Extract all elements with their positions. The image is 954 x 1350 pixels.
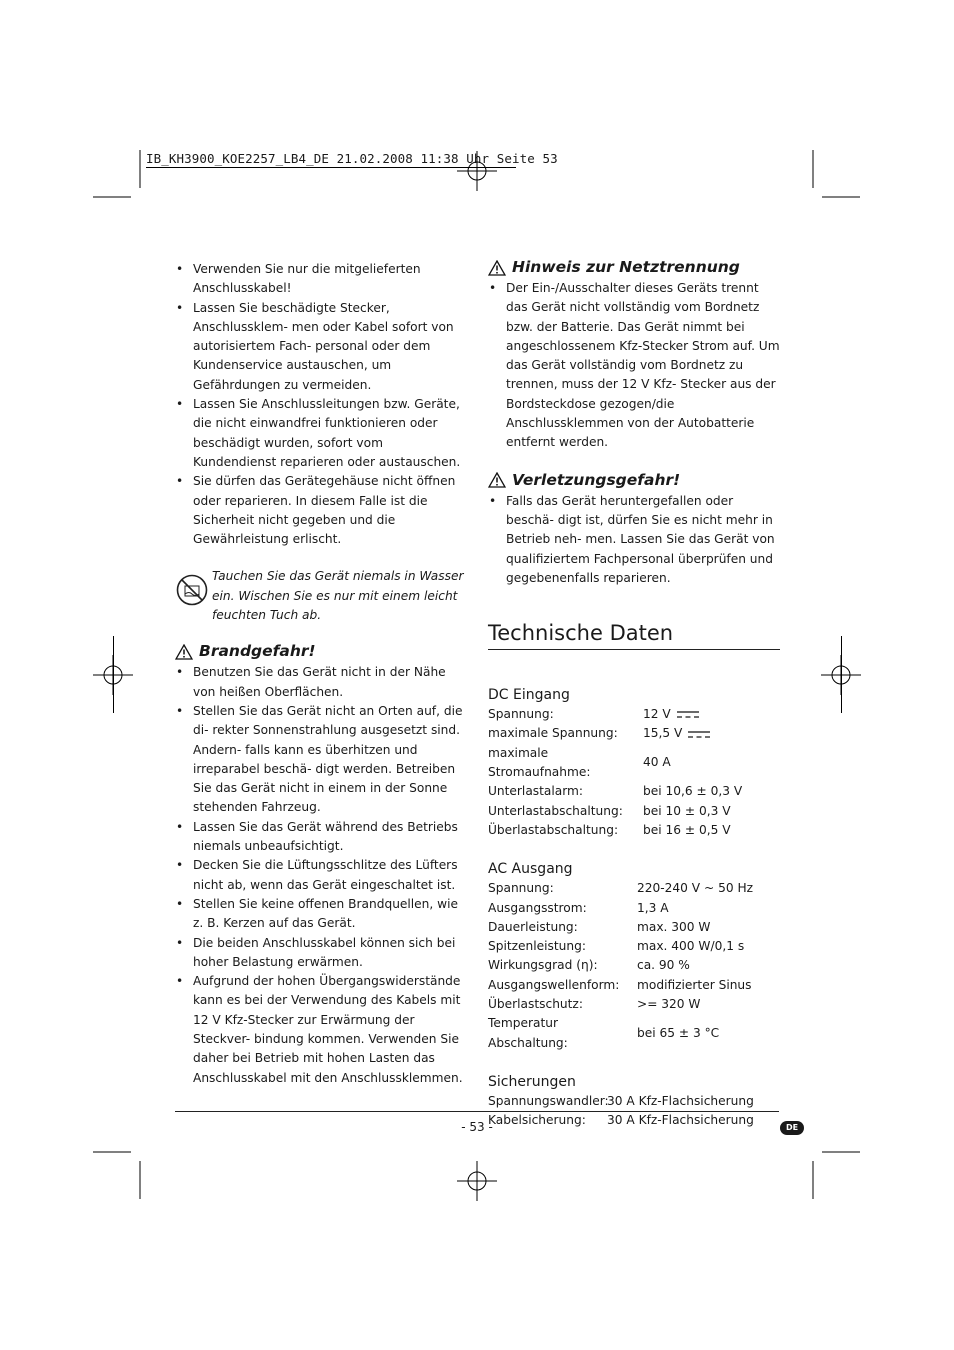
warning-icon: [488, 472, 506, 488]
print-slug: IB_KH3900_KOE2257_LB4_DE 21.02.2008 11:38 Uhr Seite 53: [146, 151, 558, 166]
disconnect-heading-text: Hinweis zur Netztrennung: [512, 258, 740, 276]
registration-mark-bottom: [457, 1161, 497, 1201]
spec-key: Unterlastabschaltung:: [488, 803, 623, 818]
tech-data-title: Technische Daten: [488, 620, 780, 650]
spec-row: [488, 899, 780, 918]
spec-key: Spannung:: [488, 881, 554, 896]
spec-value: bei 16 ± 0,5 V: [643, 822, 731, 837]
spec-row: [488, 937, 780, 956]
spec-value: bei 10 ± 0,3 V: [643, 803, 731, 818]
spec-value: >= 320 W: [637, 997, 701, 1012]
spec-row: [488, 744, 780, 783]
list-item: • Der Ein-/Ausschalter dieses Geräts trennt das Gerät nicht vollständig vom Bordnetz bzw. der Batterie. Das Gerät nimmt bei angeschlossenem Kfz-Stecker Strom auf. Um das Gerät vollständig vom Bordnetz zu trennen, muss der 12 V Kfz- Stecker aus der Bordsteckdose gezogen/die Anschlussklemmen von der Autobatterie entfernt werden.: [488, 279, 780, 453]
spec-row: [488, 782, 780, 801]
ac-output-heading: AC Ausgang: [488, 861, 573, 878]
spec-value: 15,5 V: [643, 726, 683, 741]
dc-symbol-icon: [677, 710, 699, 719]
list-item: • Stellen Sie keine offenen Brandquellen, wie z. B. Kerzen auf das Gerät.: [175, 895, 470, 934]
language-badge: DE: [780, 1121, 804, 1135]
list-item: • Benutzen Sie das Gerät nicht in der Nähe von heißen Oberflächen.: [175, 663, 470, 702]
spec-row: [488, 1111, 780, 1130]
spec-key: Überlastabschaltung:: [488, 822, 619, 837]
right-column: [488, 257, 780, 1131]
list-item: • Sie dürfen das Gerätegehäuse nicht öffnen oder reparieren. In diesem Falle ist die Sicherheit nicht gegeben und die Gewährleistung erlischt.: [175, 472, 470, 549]
list-item: • Decken Sie die Lüftungsschlitze des Lüfters nicht ab, wenn das Gerät eingeschaltet ist.: [175, 856, 470, 895]
disconnect-list: [488, 279, 780, 453]
list-item: • Falls das Gerät heruntergefallen oder beschä- digt ist, dürfen Sie es nicht mehr in Betrieb neh- men. Lassen Sie das Gerät von qualifiziertem Fachpersonal überprüfen und gegebenenfalls reparieren.: [488, 492, 780, 588]
spec-value: 1,3 A: [637, 900, 669, 915]
spec-key: maximale Spannung:: [488, 726, 618, 741]
injury-heading-text: Verletzungsgefahr!: [512, 470, 681, 489]
list-item: • Verwenden Sie nur die mitgelieferten Anschlusskabel!: [175, 260, 470, 299]
reg-line-right: [841, 636, 842, 713]
spec-row: [488, 802, 780, 821]
list-item: • Lassen Sie das Gerät während des Betriebs niemals unbeaufsichtigt.: [175, 818, 470, 857]
fire-heading: [175, 641, 470, 662]
fire-list: [175, 663, 470, 1088]
fuses-heading: Sicherungen: [488, 1073, 576, 1090]
spec-key: Spannung:: [488, 707, 554, 722]
spec-value: 30 A Kfz-Flachsicherung: [607, 1093, 754, 1108]
no-water-icon: [175, 573, 209, 607]
spec-key: Spannungswandler:: [488, 1093, 609, 1108]
ac-spec-table: [488, 879, 780, 1053]
spec-key: Dauerleistung:: [488, 919, 578, 934]
spec-row: [488, 705, 780, 724]
spec-key: Ausgangsstrom:: [488, 900, 587, 915]
spec-key: Unterlastalarm:: [488, 784, 584, 799]
water-note: [175, 567, 470, 625]
spec-row: [488, 976, 780, 995]
spec-row: [488, 956, 780, 975]
spec-value: 40 A: [643, 755, 671, 770]
page-number: - 53 -: [461, 1120, 493, 1134]
injury-list: [488, 492, 780, 588]
spec-value: 30 A Kfz-Flachsicherung: [607, 1113, 754, 1128]
spec-row: [488, 821, 780, 840]
spec-value: 12 V: [643, 707, 671, 722]
registration-mark-top: [457, 151, 497, 191]
spec-key: Ausgangswellenform:: [488, 977, 620, 992]
spec-row: [488, 724, 780, 743]
dc-symbol-icon: [688, 730, 710, 739]
spec-value: bei 10,6 ± 0,3 V: [643, 784, 743, 799]
spec-row: [488, 918, 780, 937]
spec-value: max. 300 W: [637, 919, 711, 934]
spec-key: Wirkungsgrad (η):: [488, 958, 598, 973]
spec-value: modifizierter Sinus: [637, 977, 752, 992]
spec-row: [488, 1092, 780, 1111]
fire-heading-text: Brandgefahr!: [199, 642, 316, 661]
spec-key: Kabelsicherung:: [488, 1113, 586, 1128]
spec-key: Spitzenleistung:: [488, 939, 586, 954]
water-note-text: Tauchen Sie das Gerät niemals in Wasser ein. Wischen Sie es nur mit einem leicht feuchten Tuch ab.: [212, 569, 464, 623]
warning-icon: [488, 260, 506, 276]
disconnect-heading: [488, 257, 780, 278]
list-item: • Lassen Sie Anschlussleitungen bzw. Geräte, die nicht einwandfrei funktionieren oder beschädigt wurden, sofort vom Kundendienst reparieren oder austauschen.: [175, 395, 470, 472]
left-column: [175, 260, 470, 1088]
spec-value: max. 400 W/0,1 s: [637, 939, 745, 954]
spec-value: bei 65 ± 3 °C: [637, 1025, 720, 1040]
cable-safety-list: [175, 260, 470, 549]
warning-icon: [175, 644, 193, 660]
list-item: • Aufgrund der hohen Übergangswiderstände kann es bei der Verwendung des Kabels mit 12 V Kfz-Stecker zur Erwärmung der Steckver- bindung kommen. Verwenden Sie daher bei Betrieb mit hohen Lasten das Anschlusskabel mit den Anschlussklemmen.: [175, 972, 470, 1088]
spec-row: [488, 879, 780, 898]
spec-row: [488, 1014, 780, 1053]
injury-heading: [488, 470, 780, 491]
footer-rule: [175, 1111, 779, 1112]
spec-value: 220-240 V ~ 50 Hz: [637, 881, 754, 896]
spec-key: Temperatur Abschaltung:: [488, 1016, 568, 1050]
list-item: • Die beiden Anschlusskabel können sich bei hoher Belastung erwärmen.: [175, 934, 470, 973]
list-item: • Lassen Sie beschädigte Stecker, Anschlussklem- men oder Kabel sofort von autorisiertem Fach- personal oder dem Kundenservice austauschen, um Gefährdungen zu vermeiden.: [175, 299, 470, 395]
reg-line-left: [113, 636, 114, 713]
spec-key: maximale Stromaufnahme:: [488, 745, 591, 780]
dc-input-heading: DC Eingang: [488, 687, 570, 704]
spec-key: Überlastschutz:: [488, 997, 583, 1012]
spec-value: ca. 90 %: [637, 958, 690, 973]
list-item: • Stellen Sie das Gerät nicht an Orten auf, die di- rekter Sonnenstrahlung ausgesetzt sind. Andern- falls kann es überhitzen und irreparabel beschä- digt werden. Betreiben Sie das Gerät nicht in einem in der Sonne stehenden Fahrzeug.: [175, 702, 470, 818]
spec-row: [488, 995, 780, 1014]
dc-spec-table: [488, 705, 780, 840]
